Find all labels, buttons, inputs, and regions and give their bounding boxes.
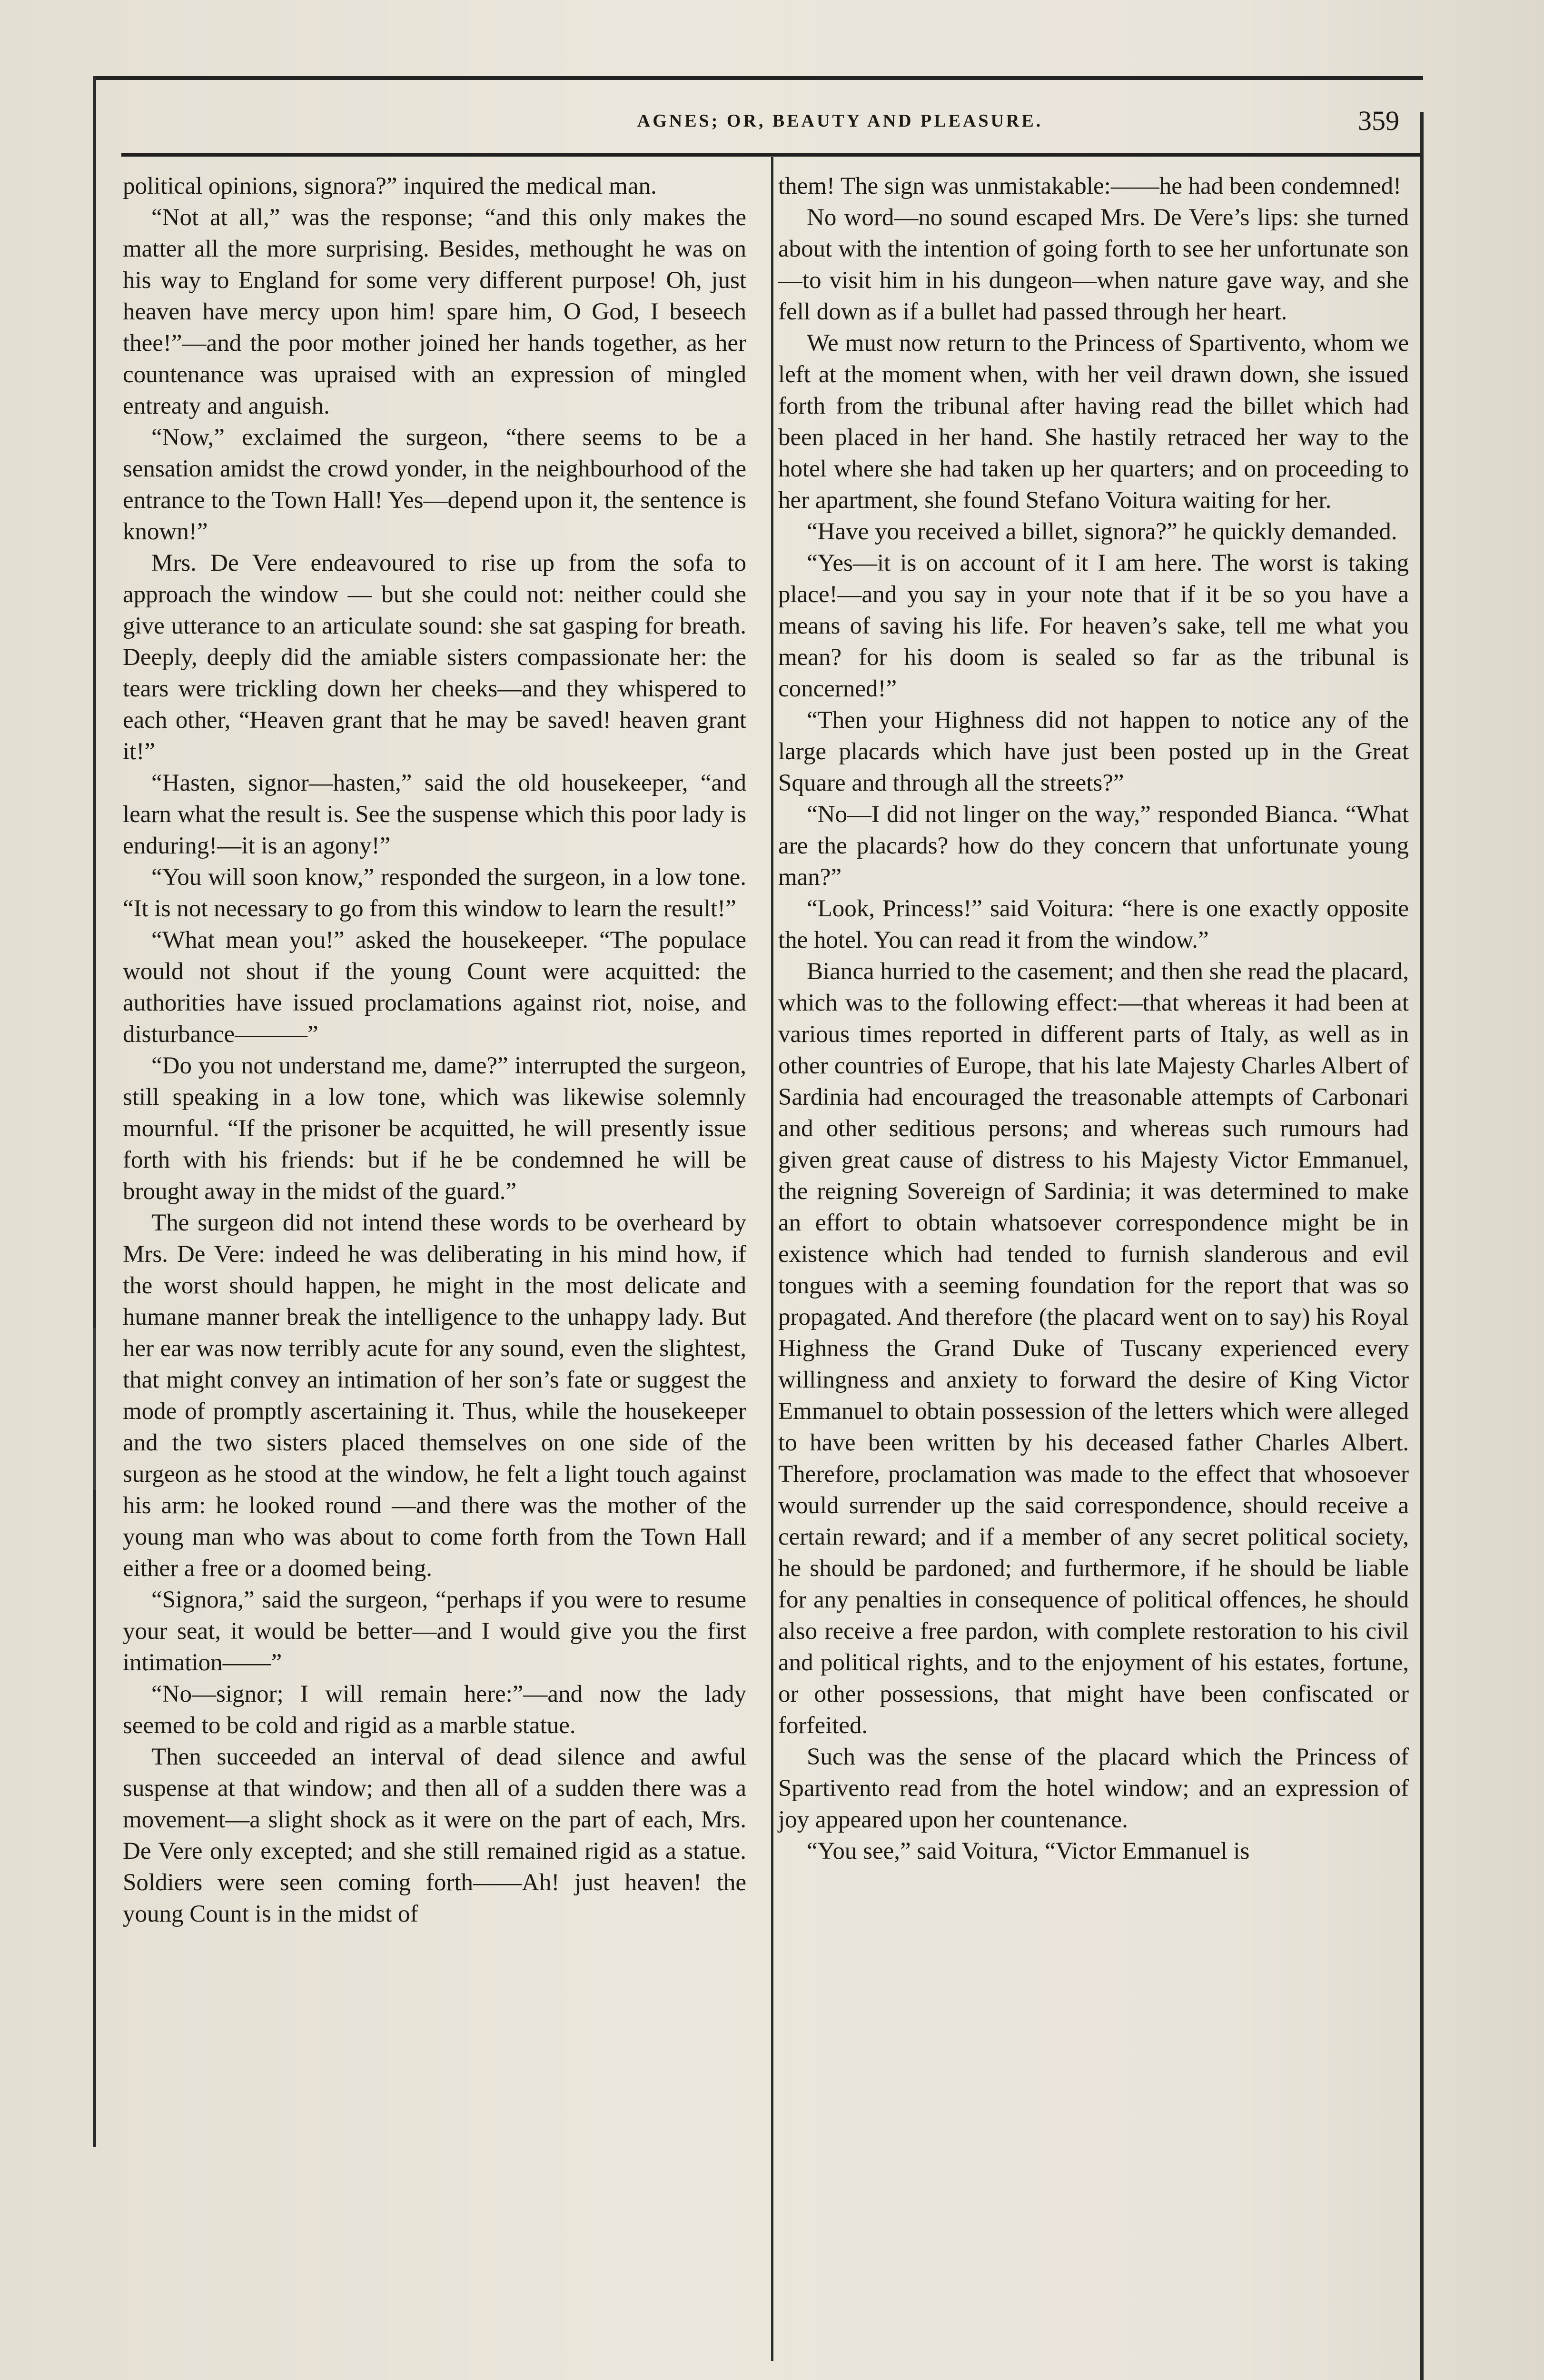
paragraph: “Yes—it is on account of it I am here. The worst is taking place!—and you say in your note that if it be so you have a means of saving his life. For heaven’s sake, tell me what you mean? for his doom is sealed so far as the tribunal is concerned!” — [778, 550, 1409, 702]
paragraph: “Do you not understand me, dame?” interrupted the surgeon, still speaking in a low tone, which was likewise solemnly mournful. “If the prisoner be acquitted, he will presently issue forth with his friends: but if he be condemned he will be brought away in the midst of the guard.” — [123, 1052, 746, 1205]
paragraph: “Have you received a billet, signora?” he quickly demanded. — [807, 518, 1397, 545]
paragraph: them! The sign was unmistakable:——he had been condemned! — [778, 173, 1402, 199]
paragraph: “You will soon know,” responded the surgeon, in a low tone. “It is not necessary to go from this window to learn the result!” — [123, 864, 746, 922]
paragraph: “What mean you!” asked the housekeeper. “The populace would not shout if the young Count were acquitted: the authorities have issued proclamations against riot, noise, and disturbance———” — [123, 927, 746, 1048]
paragraph: Such was the sense of the placard which the Princess of Spartivento read from the hotel window; and an expression of joy appeared upon her countenance. — [778, 1744, 1409, 1833]
paragraph: “You see,” said Voitura, “Victor Emmanuel is — [807, 1838, 1250, 1864]
column-divider — [771, 157, 773, 2361]
paragraph: “Then your Highness did not happen to notice any of the large placards which have just been posted up in the Great Square and through all the streets?” — [778, 707, 1409, 796]
page-number: 359 — [1358, 105, 1399, 136]
page-frame-left-rule — [93, 76, 96, 2147]
paragraph: “Signora,” said the surgeon, “perhaps if you were to resume your seat, it would be better—and I would give you the first intimation——” — [123, 1587, 746, 1676]
paragraph: “Look, Princess!” said Voitura: “here is one exactly opposite the hotel. You can read it from the window.” — [778, 895, 1409, 953]
paragraph: Bianca hurried to the casement; and then she read the placard, which was to the following effect:—that whereas it had been at various times reported in different parts of Italy, as well as in other countries of Europe, that his late Majesty Charles Albert of Sardinia had encouraged the treasonable attempts of Carbonari and other seditious persons; and whereas such rumours had given great cause of distress to his Majesty Victor Emmanuel, the reigning Sovereign of Sardinia; it was determined to make an effort to obtain whatsoever correspondence might be in existence which had tended to furnish slanderous and evil tongues with a seeming foundation for the report that was so propagated. And therefore (the placard went on to say) his Royal Highness the Grand Duke of Tuscany experienced every willingness and anxiety to forward the desire of King Victor Emmanuel to obtain possession of the letters which were alleged to have been written by his deceased father Charles Albert. Therefore, proclamation was made to the effect that whosoever would surrender up the said correspondence, should receive a certain reward; and if a member of any secret political society, he should be pardoned; and furthermore, if he should be liable for any penalties in consequence of political offences, he should also receive a free pardon, with complete restoration to his civil and political rights, and to the enjoyment of his estates, fortune, or other possessions, that might have been confiscated or forfeited. — [778, 958, 1409, 1739]
page-frame-right-rule — [1420, 112, 1424, 2380]
right-column — [778, 170, 1409, 1867]
paragraph: “No—I did not linger on the way,” responded Bianca. “What are the placards? how do they concern that unfortunate young man?” — [778, 801, 1409, 891]
page-frame-top-rule — [93, 76, 1423, 80]
running-title: AGNES; OR, BEAUTY AND PLEASURE. — [637, 111, 1043, 131]
paragraph: The surgeon did not intend these words to be overheard by Mrs. De Vere: indeed he was deliberating in his mind how, if the worst should happen, he might in the most delicate and humane manner break the intelligence to the unhappy lady. But her ear was now terribly acute for any sound, even the slightest, that might convey an intimation of her son’s fate or suggest the mode of promptly ascertaining it. Thus, while the housekeeper and the two sisters placed themselves on one side of the surgeon as he stood at the window, he felt a light touch against his arm: he looked round —and there was the mother of the young man who was about to come forth from the Town Hall either a free or a doomed being. — [123, 1210, 746, 1582]
margin-pencil-mark — [93, 1328, 96, 1490]
left-column — [123, 170, 746, 1930]
paragraph: political opinions, signora?” inquired the medical man. — [123, 173, 657, 199]
paragraph: “Not at all,” was the response; “and this only makes the matter all the more surprising. Besides, methought he was on his way to England for some very different purpose! Oh, just heaven have mercy upon him! spare him, O God, I beseech thee!”—and the poor mother joined her hands together, as her countenance was upraised with an expression of mingled entreaty and anguish. — [123, 204, 746, 419]
paragraph: No word—no sound escaped Mrs. De Vere’s lips: she turned about with the intention of going forth to see her unfortunate son—to visit him in his dungeon—when nature gave way, and she fell down as if a bullet had passed through her heart. — [778, 204, 1409, 325]
paragraph: “No—signor; I will remain here:”—and now the lady seemed to be cold and rigid as a marble statue. — [123, 1681, 746, 1739]
paragraph: Then succeeded an interval of dead silence and awful suspense at that window; and then all of a sudden there was a movement—a slight shock as it were on the part of each, Mrs. De Vere only excepted; and she still remained rigid as a statue. Soldiers were seen coming forth——Ah! just heaven! the young Count is in the midst of — [123, 1744, 746, 1927]
paragraph: Mrs. De Vere endeavoured to rise up from the sofa to approach the window — but she could not: neither could she give utterance to an articulate sound: she sat gasping for breath. Deeply, deeply did the amiable sisters compassionate her: the tears were trickling down her cheeks—and they whispered to each other, “Heaven grant that he may be saved! heaven grant it!” — [123, 550, 746, 765]
paragraph: “Now,” exclaimed the surgeon, “there seems to be a sensation amidst the crowd yonder, in the neighbourhood of the entrance to the Town Hall! Yes—depend upon it, the sentence is known!” — [123, 424, 746, 545]
paragraph: “Hasten, signor—hasten,” said the old housekeeper, “and learn what the result is. See the suspense which this poor lady is enduring!—it is an agony!” — [123, 770, 746, 859]
paragraph: We must now return to the Princess of Spartivento, whom we left at the moment when, with her veil drawn down, she issued forth from the tribunal after having read the billet which had been placed in her hand. She hastily retraced her way to the hotel where she had taken up her quarters; and on proceeding to her apartment, she found Stefano Voitura waiting for her. — [778, 330, 1409, 514]
header-rule — [121, 153, 1421, 157]
